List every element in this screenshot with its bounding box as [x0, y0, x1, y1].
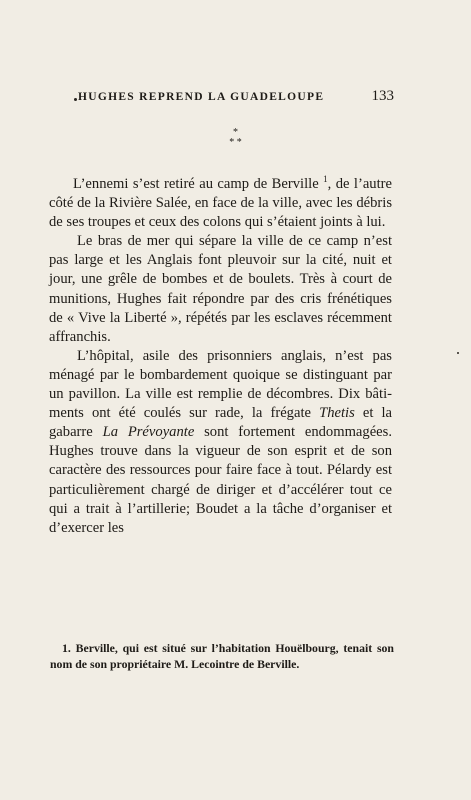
running-title: HUGHES REPREND LA GUADELOUPE [78, 91, 325, 103]
section-separator [0, 128, 471, 148]
body-text [49, 175, 392, 538]
footnote-text: 1. Berville, qui est situé sur l’habitation Houëlbourg, tenait son nom de son propriétaire M. Lecointre de Berville. [50, 641, 394, 671]
separator-star-top: * [233, 127, 238, 138]
paragraph-3: L’hôpital, asile des prisonniers anglais, n’est pas ménagé par le bombardement quoique se distinguant par un pavillon. La ville est remplie de décombres. Dix bâtiments ont été coulés sur rade, la frégate Thetis et la gabarre La Prévoyante sont fortement endommagées. Hughes trouve dans la vigueur de son esprit et de son caractère des ressources pour faire face à tout. Pélardy est particulièrement chargé de diriger et d’accélérer tout ce qui a trait à l’artillerie; Boudet a la tâche d’organiser et d’exercer les [49, 347, 392, 536]
footnote [50, 640, 394, 672]
ship-name-thetis: Thetis [319, 405, 355, 422]
paragraph-1: L’ennemi s’est retiré au camp de Berville $^1$, de l’autre côté de la Rivière Salée, en face de la ville, avec les débris de ses troupes et ceux des colons qui s’étaient joints à lui. [49, 174, 392, 231]
page-header [78, 88, 394, 105]
margin-mark [457, 352, 459, 354]
page-number: 133 [371, 88, 394, 104]
separator-stars-bottom: * * [229, 137, 242, 148]
paragraph-2: Le bras de mer qui sépare la ville de ce camp n’est pas large et les Anglais font pleuvoir sur la cité, nuit et jour, une grêle de bombes et de boulets. Très à court de munitions, Hughes fait répondre par des cris frénétiques de « Vive la Liberté », répétés par les esclaves récemment affranchis. [49, 233, 392, 345]
ship-name-la-prevoyante: La Prévoyante [102, 424, 195, 441]
header-bullet [74, 98, 77, 101]
footnote-reference: 1 [323, 174, 328, 185]
